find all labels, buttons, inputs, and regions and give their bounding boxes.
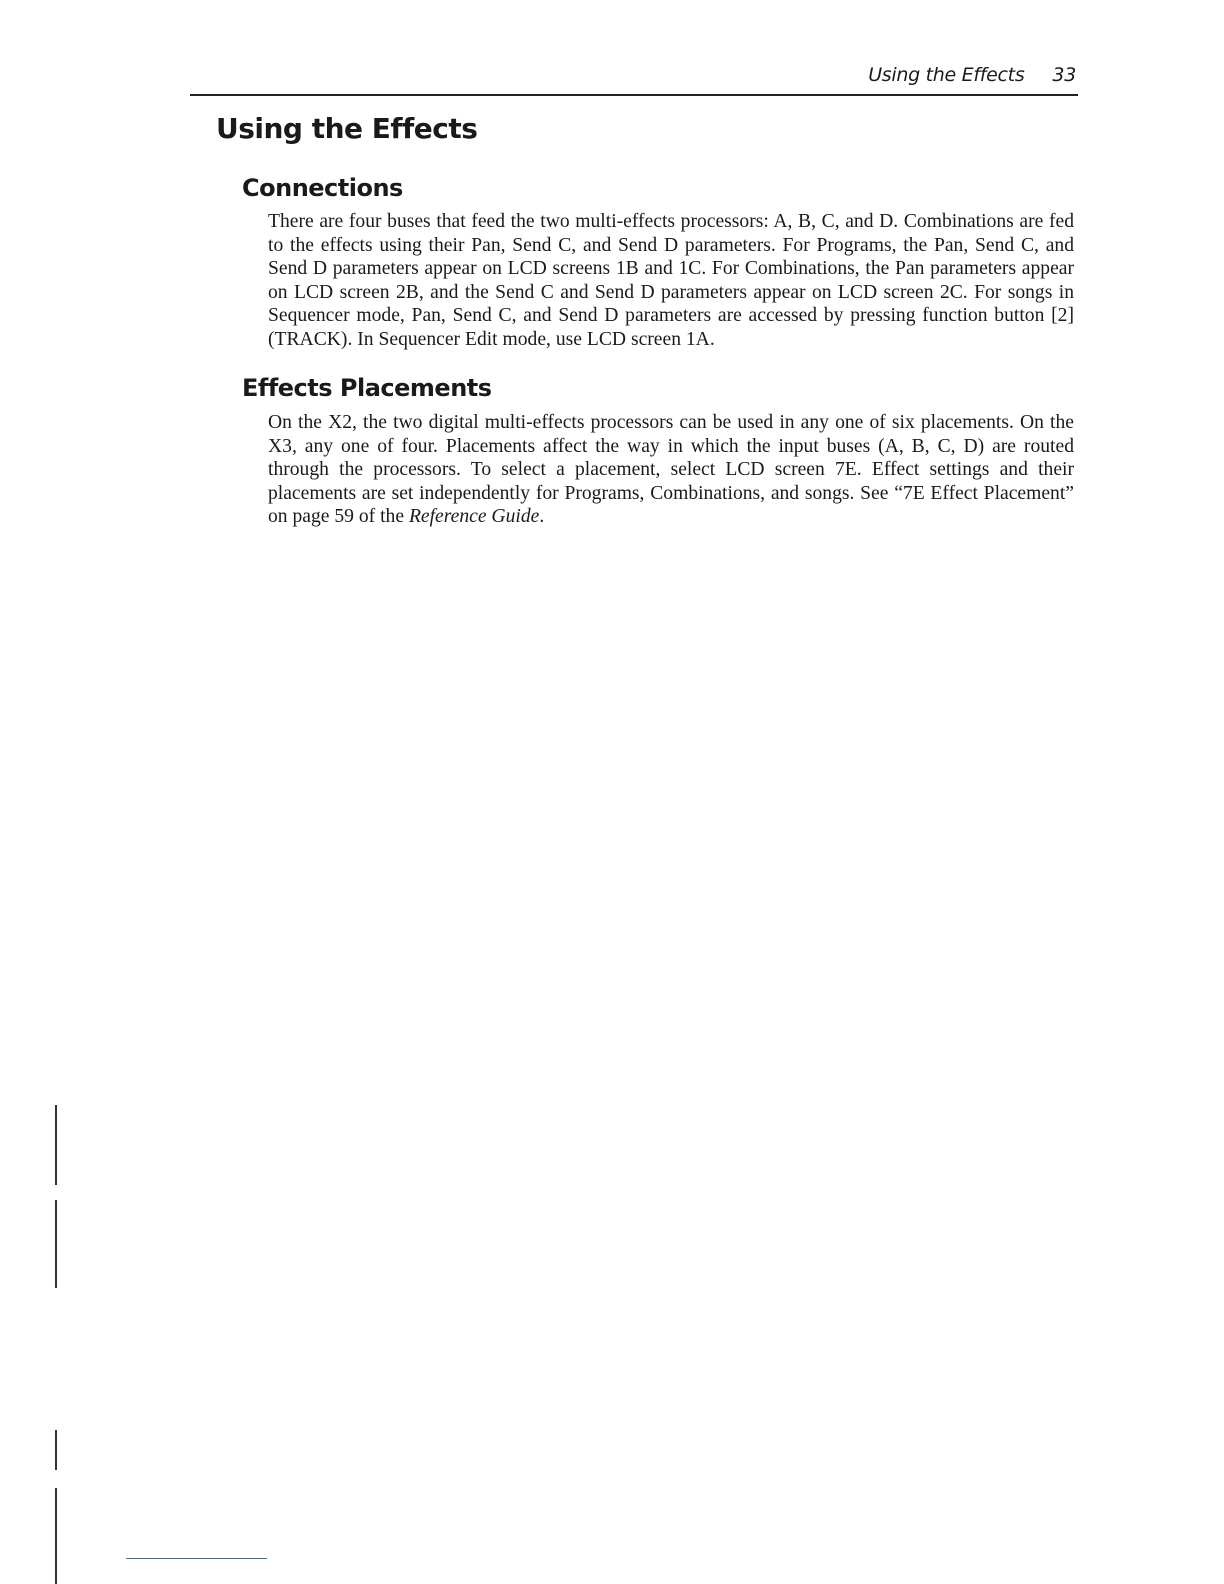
scan-mark (55, 1200, 57, 1288)
header-rule (190, 94, 1078, 96)
section-heading-connections: Connections (242, 174, 403, 202)
reference-guide-title: Reference Guide (408, 506, 540, 527)
running-head (868, 64, 1076, 86)
scan-mark (55, 1488, 57, 1584)
scan-mark (55, 1105, 57, 1185)
page-number: 33 (1052, 64, 1076, 86)
section-heading-effects-placements: Effects Placements (242, 374, 492, 402)
scan-mark (55, 1430, 57, 1470)
effects-placements-paragraph (268, 411, 1074, 529)
placements-text: On the X2, the two digital multi-effects processors can be used in any one of six placements. On the X3, any one of four. Placements affect the way in which the input buses (A, B, C, D) are routed through the processors. To select a placement, select LCD screen 7E. Effect settings and their placements are set independently for Programs, Combinations, and songs. See “7E Effect Placement” on page 59 of the (268, 412, 1074, 527)
running-head-title: Using the Effects (868, 64, 1025, 86)
placements-text-end: . (539, 506, 545, 527)
footer-rule (126, 1558, 267, 1559)
connections-paragraph: There are four buses that feed the two multi-effects processors: A, B, C, and D. Combinations are fed to the effects using their Pan, Send C, and Send D parameters. For Programs, the Pan, Send C, and Send D parameters appear on LCD screens 1B and 1C. For Combinations, the Pan parameters appear on LCD screen 2B, and the Send C and Send D parameters appear on LCD screen 2C. For songs in Sequencer mode, Pan, Send C, and Send D parameters are accessed by pressing function button [2] (TRACK). In Sequencer Edit mode, use LCD screen 1A. (268, 211, 1074, 350)
page-title: Using the Effects (216, 112, 478, 145)
